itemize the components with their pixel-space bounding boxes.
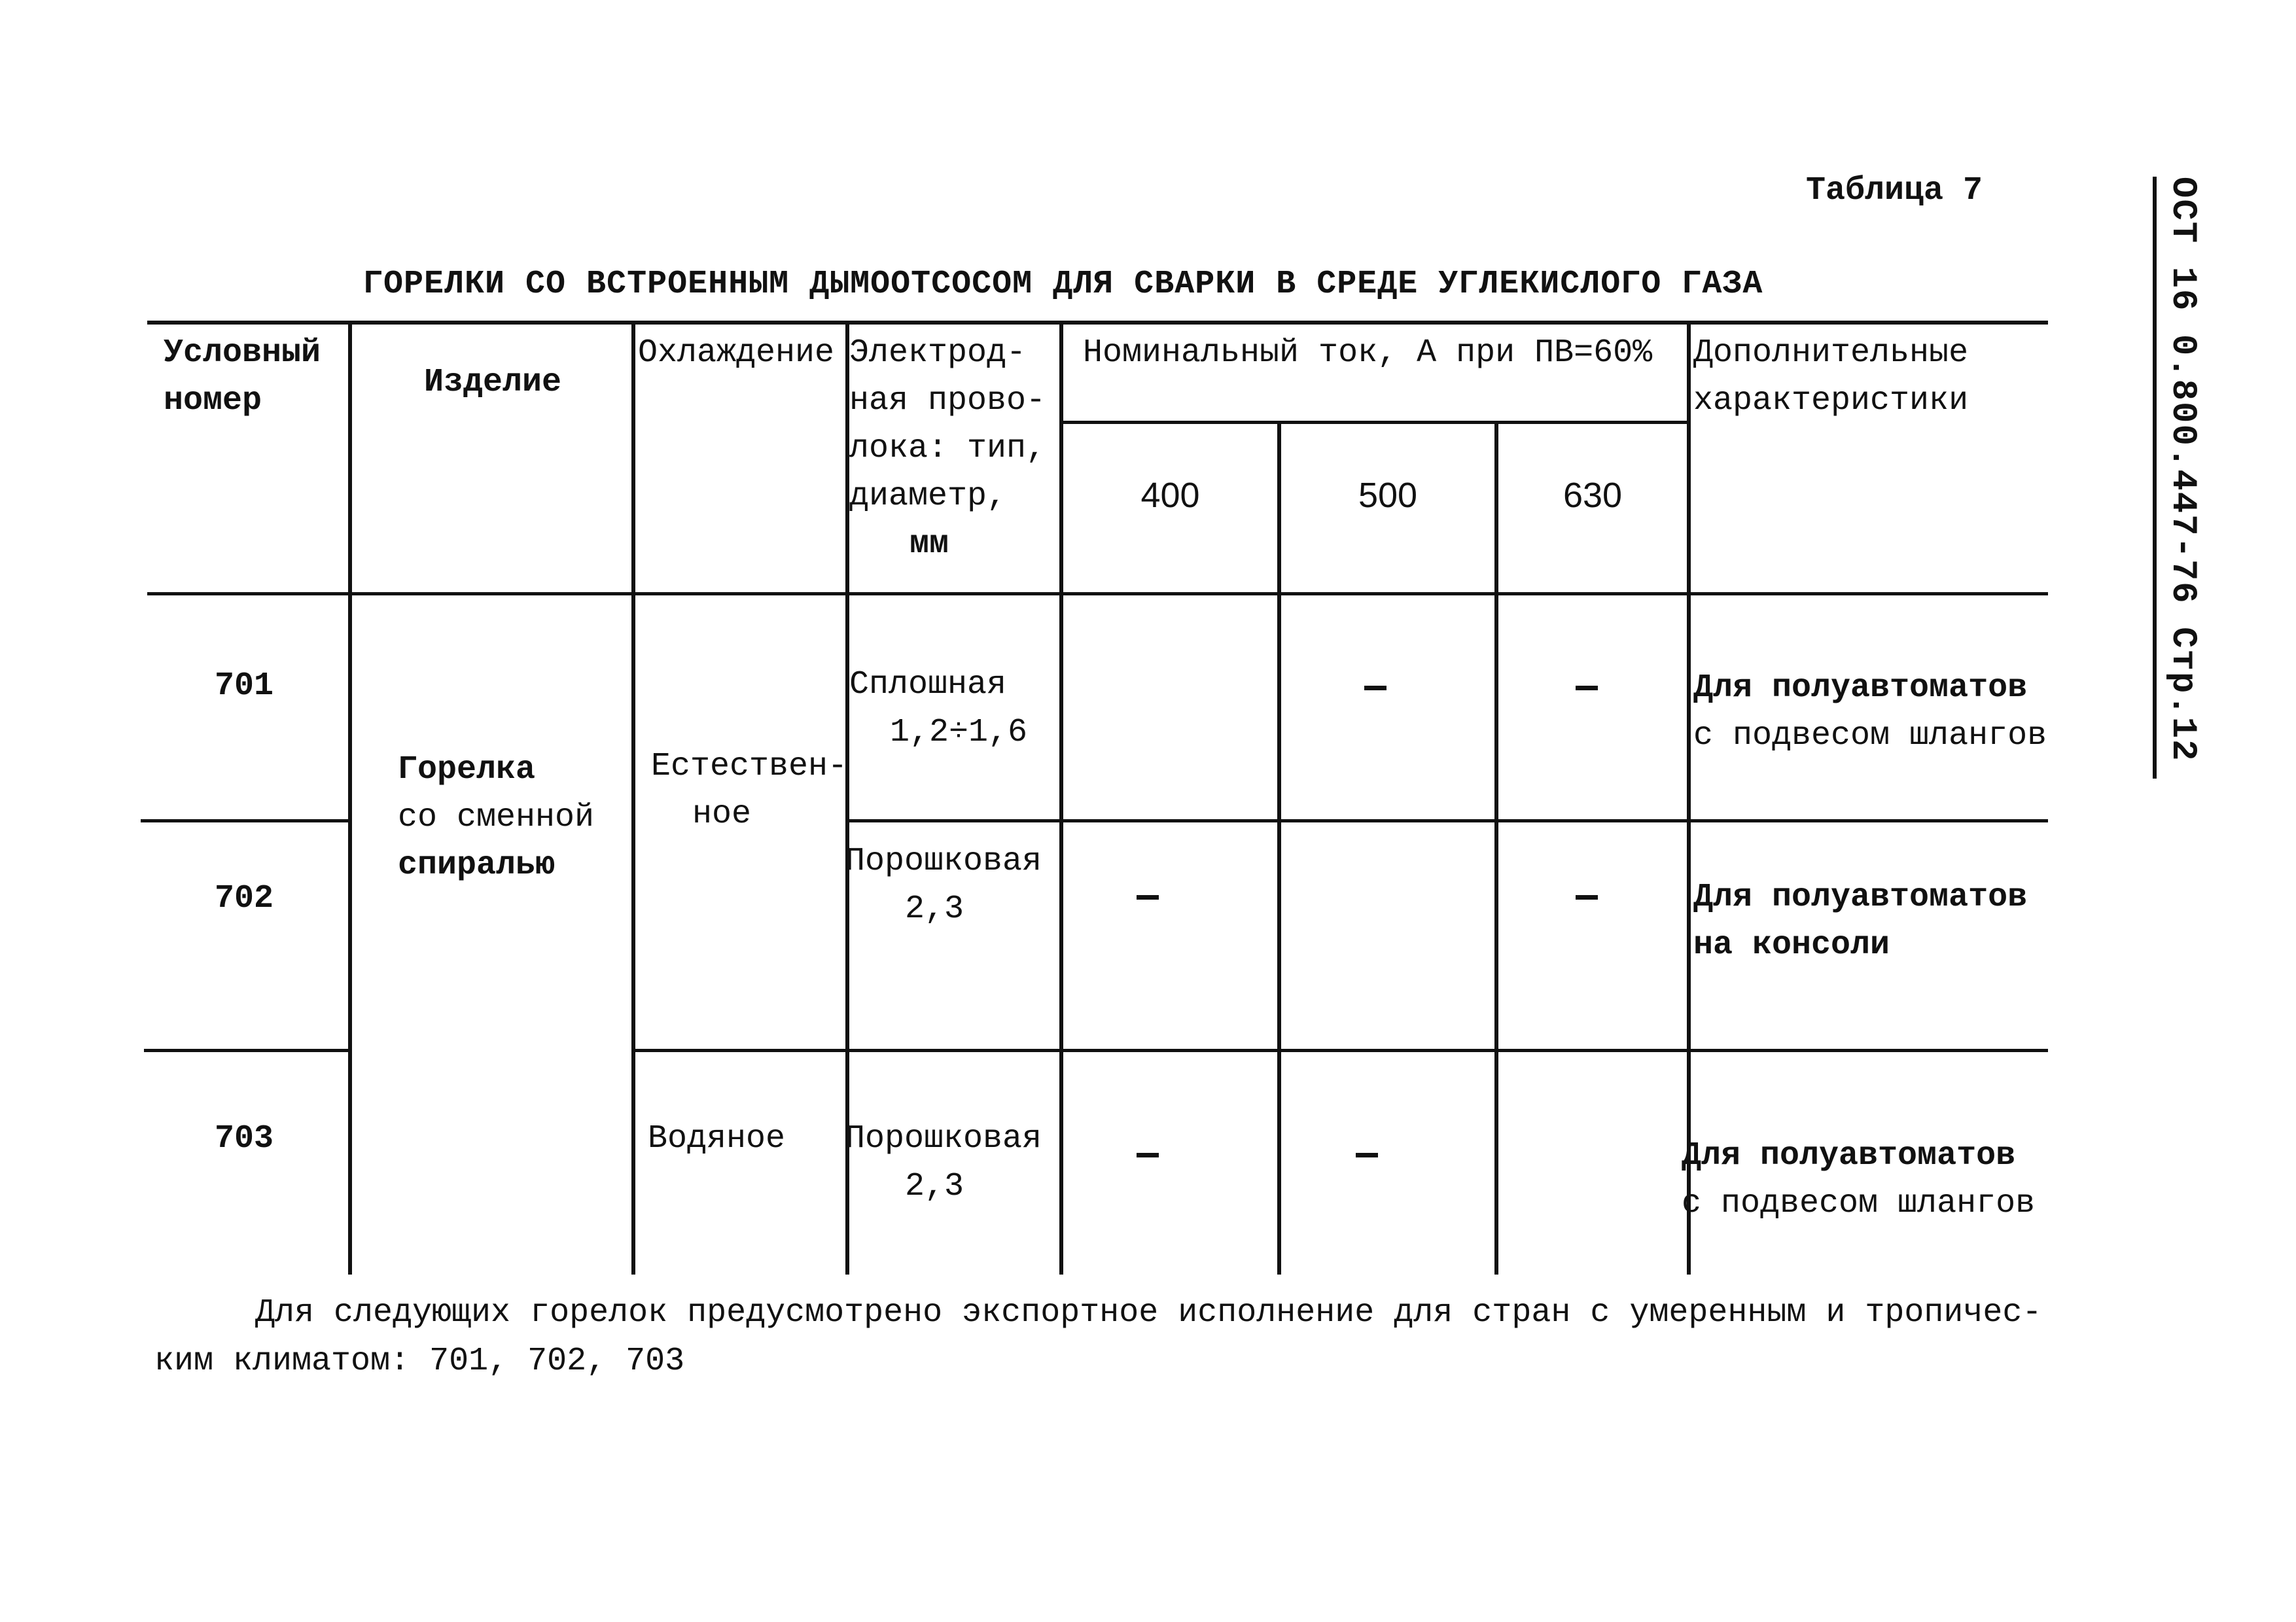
row-702-extra-line1: Для полуавтоматов xyxy=(1693,879,2028,916)
cooling-natural-line2: ное xyxy=(692,796,752,833)
row-703-wire-line1: Порошковая xyxy=(845,1120,1042,1157)
row-702-number: 702 xyxy=(215,880,274,917)
row-701-extra-line2: с подвесом шлангов xyxy=(1693,717,2047,754)
product-line2: со сменной xyxy=(398,799,595,836)
product-line3: спиралью xyxy=(398,847,556,884)
document-code-text: ОСТ 16 0.800.447-76 Стр.12 xyxy=(2163,177,2202,762)
row-702-dash-630 xyxy=(1576,895,1598,900)
row-701-wire-line2: 1,2÷1,6 xyxy=(890,714,1028,751)
row-703-wire-line2: 2,3 xyxy=(905,1168,964,1205)
col-line-number xyxy=(348,323,352,1275)
row-divider-701 xyxy=(141,819,350,822)
header-wire-line2: ная прово- xyxy=(849,382,1046,419)
cooling-natural-line1: Естествен- xyxy=(651,748,848,785)
header-cooling: Охлаждение xyxy=(638,334,835,372)
row-701-wire-line1: Сплошная xyxy=(849,666,1007,703)
footnote-line1: Для следующих горелок предусмотрено экспортное исполнение для стран с умеренным и тропичес- xyxy=(255,1294,2042,1331)
side-document-code xyxy=(2153,177,2202,779)
header-number-line1: Условный xyxy=(164,334,321,372)
col-line-500 xyxy=(1494,423,1498,1275)
row-703-cooling: Водяное xyxy=(648,1120,786,1157)
header-bottom-rule xyxy=(147,592,2048,595)
table-title: ГОРЕЛКИ СО ВСТРОЕННЫМ ДЫМООТСОСОМ ДЛЯ СВАРКИ В СРЕДЕ УГЛЕКИСЛОГО ГАЗА xyxy=(363,266,1763,303)
header-current-500: 500 xyxy=(1358,476,1418,515)
row-701-dash-500 xyxy=(1364,686,1386,690)
header-wire-line3: лока: тип, xyxy=(849,430,1046,467)
header-current-630: 630 xyxy=(1563,476,1623,515)
row-703-dash-400 xyxy=(1137,1153,1159,1157)
table-number-label: Таблица 7 xyxy=(1806,172,1983,209)
row-703-number: 703 xyxy=(215,1120,274,1157)
col-line-product xyxy=(631,323,635,1275)
col-line-400 xyxy=(1277,423,1281,1275)
header-subdivider xyxy=(1061,421,1689,424)
row-divider-702 xyxy=(144,1049,350,1052)
header-wire-line5: мм xyxy=(910,525,949,563)
header-product: Изделие xyxy=(424,364,562,401)
row-702-extra-line2: на консоли xyxy=(1693,926,1890,964)
header-extra-line2: характеристики xyxy=(1693,382,1969,419)
row-703-extra-line2: с подвесом шлангов xyxy=(1682,1185,2036,1222)
row-702-dash-400 xyxy=(1137,895,1159,900)
header-number-line2: номер xyxy=(164,382,262,419)
footnote-line2: ким климатом: 701, 702, 703 xyxy=(154,1343,685,1380)
col-line-wire xyxy=(1059,323,1063,1275)
header-current-group: Номинальный ток, А при ПВ=60% xyxy=(1083,334,1653,372)
table-top-rule xyxy=(147,321,2048,325)
header-wire-line1: Электрод- xyxy=(849,334,1027,372)
header-current-400: 400 xyxy=(1140,476,1200,515)
row-703-dash-500 xyxy=(1356,1153,1378,1157)
header-wire-line4: диаметр, xyxy=(849,478,1007,515)
row-702-wire-line1: Порошковая xyxy=(845,843,1042,880)
header-extra-line1: Дополнительные xyxy=(1693,334,1969,372)
row-702-wire-line2: 2,3 xyxy=(905,890,964,928)
row-701-dash-630 xyxy=(1576,686,1598,690)
product-line1: Горелка xyxy=(398,751,536,788)
row-701-number: 701 xyxy=(215,667,274,705)
row-divider-701-right xyxy=(847,819,2048,822)
row-701-extra-line1: Для полуавтоматов xyxy=(1693,669,2028,707)
row-703-extra-line1: Для полуавтоматов xyxy=(1682,1137,2016,1174)
